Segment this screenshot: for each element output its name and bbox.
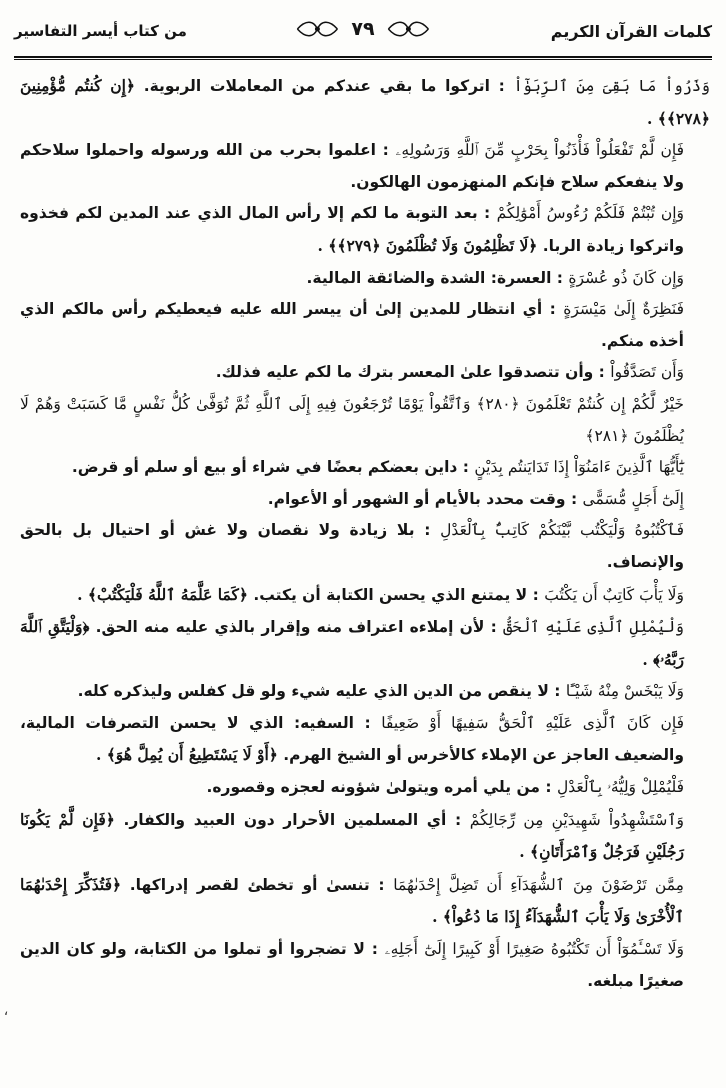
quran-phrase: فَإِن لَّمْ تَفْعَلُواْ فَأْذَنُواْ بِحَرْبٍ مِّنَ ٱللَّهِ وَرَسُولِهِۦ [395,141,685,160]
verse-quote: ﴿لَا تَظْلِمُونَ وَلَا تُظْلَمُونَ ﴿٢٧٩﴾﴾ . [317,235,538,255]
quran-phrase: وَإِن تُبْتُمْ فَلَكُمْ رُءُوسُ أَمْوَٰلِكُمْ [496,204,684,223]
header-divider [14,59,712,60]
explanation-text: : لا يمتنع الذي يحسن الكتابة أن يكتب. [253,585,539,604]
header-divider [14,56,712,58]
quran-phrase: إِلَىٰٓ أَجَلٍ مُّسَمًّى [582,489,684,508]
verse-quote: ﴿فَتُذَكِّرَ إِحْدَىٰهُمَا ٱلْأُخْرَىٰ وَلَا يَأْبَ ٱلشُّهَدَآءُ إِذَا مَا دُعُواْ﴾ . [20,874,684,927]
explanation-text: : لأن إملاءه اعتراف منه وإقرار بالذي عليه منه الحق. [95,618,497,637]
page-header [14,14,712,54]
quran-phrase: فَٱكْتُبُوهُ وَلْيَكْتُب بَّيْنَكُمْ كَاتِبٌۢ بِٱلْعَدْلِ [440,521,684,540]
glossary-entry [20,579,710,612]
quran-phrase: فَلْيُمْلِلْ وَلِيُّهُۥ بِٱلْعَدْلِ [557,778,684,797]
glossary-entry [20,708,710,772]
explanation-text: : لا ينقص من الدين الذي عليه شيء ولو قل كفلس وليذكره كله. [77,682,561,701]
explanation-text: : وأن تتصدقوا علىٰ المعسر بترك ما لكم عليه فذلك. [215,363,605,382]
verse-quote: ﴿إِن كُنتُم مُّؤْمِنِينَ ﴿٢٧٨﴾﴾ . [20,76,710,128]
explanation-text: : اعلموا بحرب من الله ورسوله واحملوا سلاحكم ولا ينفعكم سلاح فإنكم المنهزمون الهالكون. [20,141,684,191]
explanation-text: : السفيه: الذي لا يحسن التصرفات المالية، والضعيف العاجز عن الإملاء كالأخرس أو الشيخ الهرم. [20,713,684,765]
quran-phrase: وَٱسْتَشْهِدُواْ شَهِيدَيْنِ مِن رِّجَالِكُمْ [469,810,684,829]
explanation-text: : بعد التوبة ما لكم إلا رأس المال الذي عند المدين لكم فخذوه واتركوا زيادة الربا. [20,204,684,255]
glossary-entry [20,611,710,676]
glossary-entry [20,484,710,516]
quran-phrase: خَيْرٌ لَّكُمْ إِن كُنتُمْ تَعْلَمُونَ ﴿٢٨٠﴾ وَٱتَّقُواْ يَوْمًا تُرْجَعُونَ فِيهِ إِلَى ٱللَّهِ ثُمَّ تُوَفَّىٰ كُلُّ نَفْسٍ مَّا كَسَبَتْ وَهُمْ لَا يُظْلَمُونَ ﴿٢٨١﴾ [20,394,685,445]
glossary-entry [20,70,710,135]
quran-phrase: وَإِن كَانَ ذُو عُسْرَةٍ [568,268,684,287]
source-title: من كتاب أيسر التفاسير [14,22,187,40]
quran-phrase: وَأَن تَصَدَّقُواْ [610,363,684,382]
quran-phrase: وَلَا يَأْبَ كَاتِبٌ أَن يَكْتُبَ [544,585,684,604]
margin-mark: ‘ [4,1010,9,1026]
glossary-entry [20,869,710,934]
explanation-text: : داين بعضكم بعضًا في شراء أو بيع أو سلم أو قرض. [71,458,469,477]
quran-phrase: وَذَرُواْ مَا بَقِىَ مِنَ ٱلرِّبَوٰٓاْ [513,77,711,95]
explanation-text: : تنسىٰ أو تخطئ لقصر إدراكها. [129,875,385,894]
page-number-block [295,18,430,40]
glossary-entry [20,934,710,997]
glossary-entry [20,263,710,295]
page-body [20,70,710,997]
book-title: كلمات القرآن الكريم [550,22,712,41]
glossary-entry [20,452,710,484]
explanation-text: : العسرة: الشدة والضائقة المالية. [306,268,564,287]
quran-phrase: مِمَّن تَرْضَوْنَ مِنَ ٱلشُّهَدَآءِ أَن تَضِلَّ إِحْدَىٰهُمَا [393,875,684,894]
glossary-entry [20,198,710,262]
glossary-entry [20,135,710,198]
ornament-icon [295,18,339,40]
glossary-entry [20,389,710,452]
quran-phrase: فَنَظِرَةٌ إِلَىٰ مَيْسَرَةٍ [563,300,684,319]
explanation-text: : اتركوا ما بقي عندكم من المعاملات الربوية. [143,77,505,95]
glossary-entry [20,515,710,578]
page-number: ٧٩ [351,18,375,40]
glossary-entry [20,357,710,389]
verse-quote: ﴿كَمَا عَلَّمَهُ ٱللَّهُ فَلْيَكْتُبْ﴾ . [77,584,248,604]
ornament-icon [387,18,431,40]
explanation-text: : أي المسلمين الأحرار دون العبيد والكفار. [123,810,462,829]
quran-phrase: وَلَا تَسْـَٔمُوٓاْ أَن تَكْتُبُوهُ صَغِيرًا أَوْ كَبِيرًا إِلَىٰٓ أَجَلِهِۦ [384,940,684,959]
quran-phrase: فَإِن كَانَ ٱلَّذِى عَلَيْهِ ٱلْحَقُّ سَفِيهًا أَوْ ضَعِيفًا [381,713,684,732]
explanation-text: : وقت محدد بالأيام أو الشهور أو الأعوام. [267,489,578,508]
quran-phrase: وَلْيُمْلِلِ ٱلَّذِى عَلَيْهِ ٱلْحَقُّ [503,618,684,637]
verse-quote: ﴿أَوْ لَا يَسْتَطِيعُ أَن يُمِلَّ هُوَ﴾ . [95,745,278,765]
explanation-text: : أي انتظار للمدين إلىٰ أن ييسر الله عليه فيعطيكم رأس مالكم الذي أخذه منكم. [20,300,684,350]
verse-quote: ﴿فَإِن لَّمْ يَكُونَا رَجُلَيْنِ فَرَجُلٌ وَٱمْرَأَتَانِ﴾ . [20,809,684,862]
quran-phrase: يَٰٓأَيُّهَا ٱلَّذِينَ ءَامَنُوٓاْ إِذَا تَدَايَنتُم بِدَيْنٍ [474,458,684,477]
verse-quote: ﴿وَلْيَتَّقِ ٱللَّهَ رَبَّهُۥ﴾ . [20,617,684,669]
glossary-entry [20,804,710,869]
quran-phrase: وَلَا يَبْخَسْ مِنْهُ شَيْـًٔا [565,682,684,701]
glossary-entry [20,294,710,357]
explanation-text: : لا تضجروا أو تملوا من الكتابة، ولو كان الدين صغيرًا مبلغه. [20,940,684,990]
explanation-text: : من يلي أمره ويتولىٰ شؤونه لعجزه وقصوره. [206,778,552,797]
glossary-entry [20,772,710,804]
explanation-text: : بلا زيادة ولا نقصان ولا غش أو احتيال بل بالحق والإنصاف. [20,521,684,571]
glossary-entry [20,676,710,708]
